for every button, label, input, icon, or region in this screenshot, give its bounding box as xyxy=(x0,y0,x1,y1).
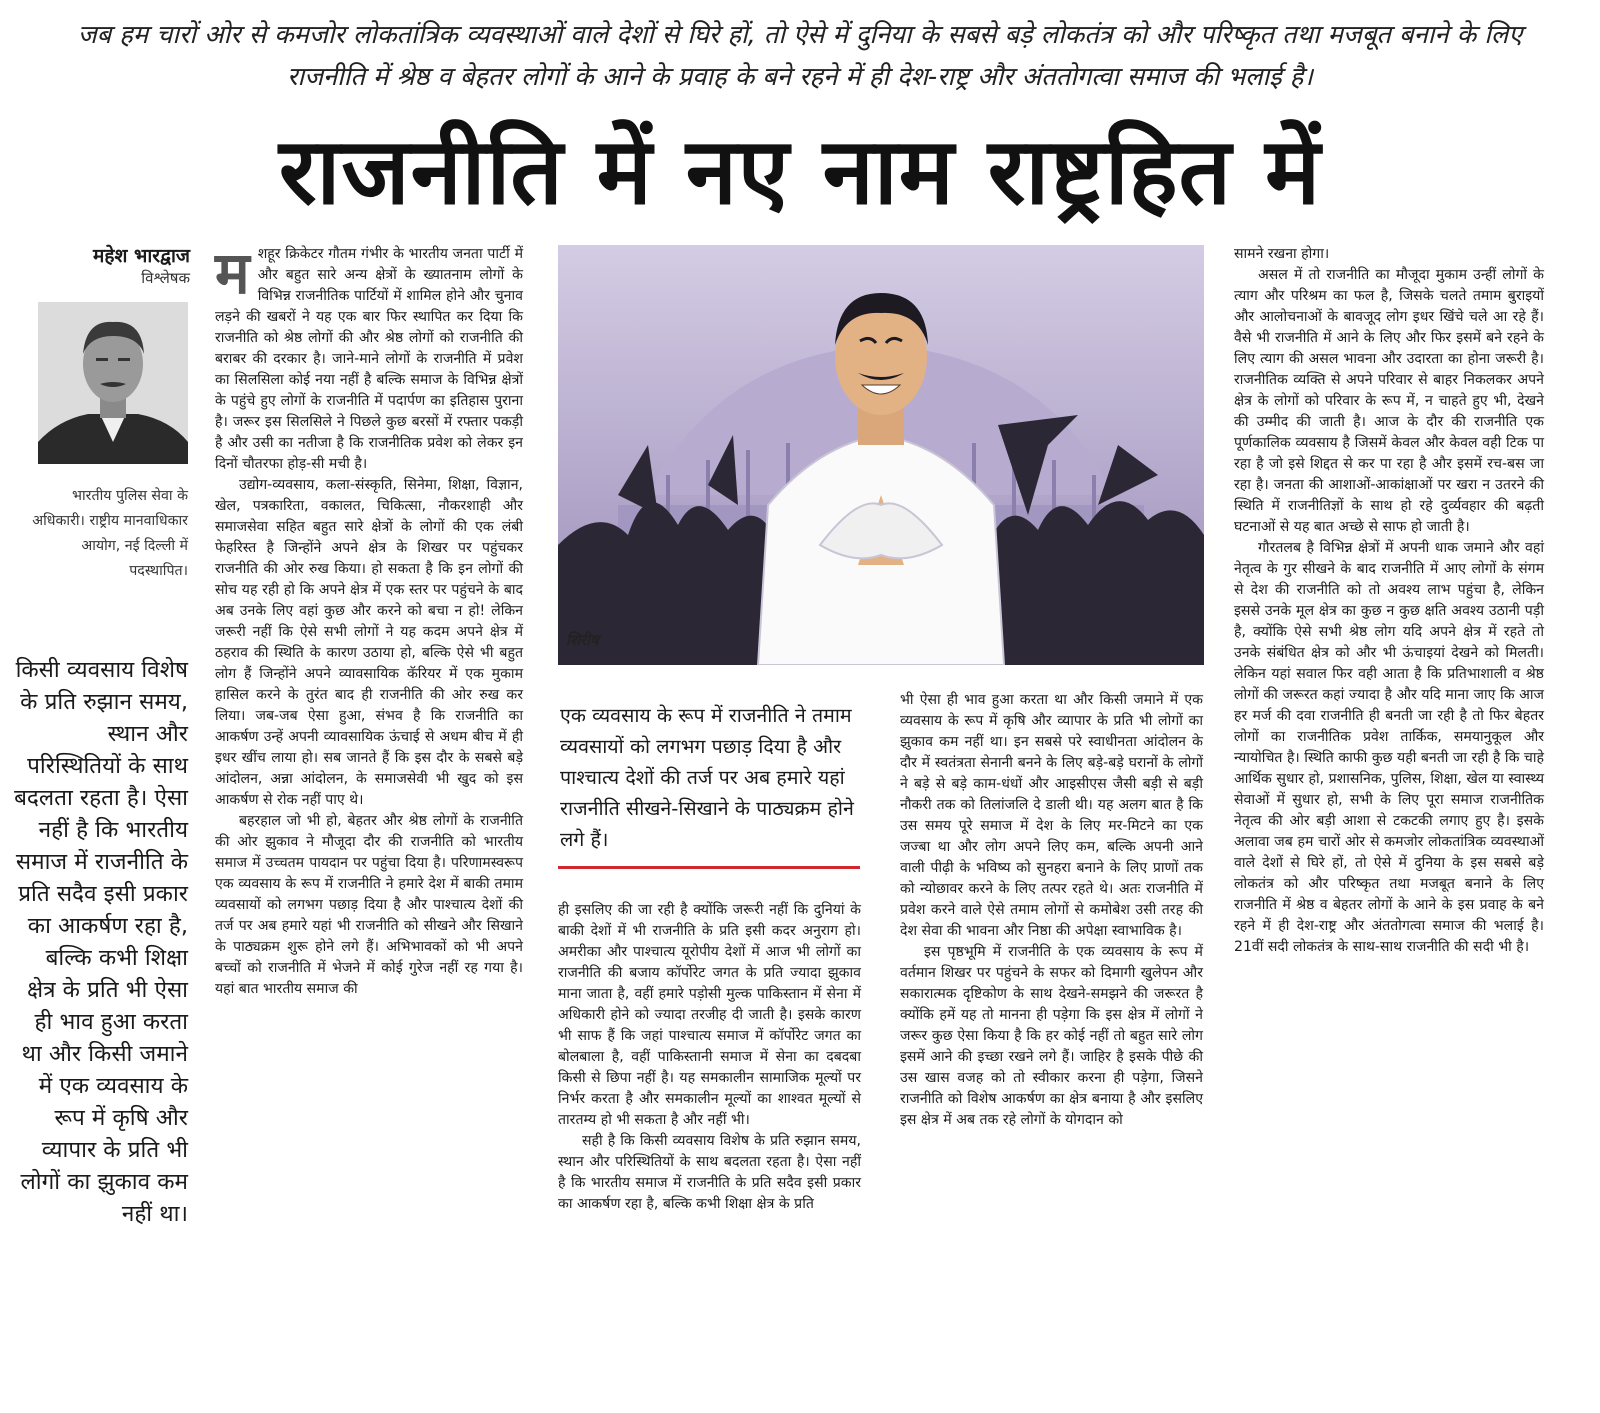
col4-paragraph-2: गौरतलब है विभिन्न क्षेत्रों में अपनी धाक जमाने और वहां नेतृत्व के गुर सीखने के बाद राजनीति में आए लोगों के संगम से देश की राजनीति को तो अवश्य लाभ पहुंचा है, लेकिन इससे उनके मूल क्षेत्र का कुछ न कुछ क्षति अवश्य उठानी पड़ी है, क्योंकि ऐसे सभी श्रेष्ठ लोग यदि अपने क्षेत्र में रहते तो उनके संबंधित क्षेत्र को और भी ऊंचाइयां देखने को मिलती। लेकिन यहां सवाल फिर वही आता है कि प्रतिभाशाली व श्रेष्ठ लोगों की जरूरत कहां ज्यादा है और यदि माना जाए कि आज हर मर्ज की दवा राजनीति ही बनती जा रही है तो फिर बेहतर लोगों का राजनीतिक प्रवेश तार्किक, समयानुकूल और न्यायोचित है। स्थिति काफी कुछ यही बनती जा रही है कि चाहे आर्थिक सुधार हो, प्रशासनिक, पुलिस, शिक्षा, खेल या स्वास्थ्य सेवाओं में सुधार हो, सभी के लिए पूरा समाज राजनीतिक नेतृत्व की ओर बड़ी आशा से टकटकी लगाए हुए है। इसके अलावा जब हम चारों ओर से कमजोर लोकतांत्रिक व्यवस्थाओं वाले देशों से घिरे हों, तो ऐसे में दुनिया के इस सबसे बड़े लोकतंत्र को और परिष्कृत तथा मजबूत बनाने के लिए राजनीति में श्रेष्ठ व बेहतर लोगों के आने के इस प्रवाह के बने रहने में ही देश-राष्ट्र और अंततोगत्वा समाज की भलाई है। 21वीं सदी लोकतंत्र के साथ-साथ राजनीति की सदी भी है। xyxy=(1234,540,1544,955)
article-column-3 xyxy=(900,690,1203,1131)
cartoon-illustration xyxy=(558,245,1204,665)
byline xyxy=(40,244,190,288)
col1-paragraph-3: बहरहाल जो भी हो, बेहतर और श्रेष्ठ लोगों के राजनीति की ओर झुकाव ने मौजूदा दौर की राजनीति को भारतीय समाज में उच्चतम पायदान पर पहुंचा दिया है। परिणामस्वरूप एक व्यवसाय के रूप में राजनीति ने हमारे देश में बाकी तमाम व्यवसायों को लगभग पछाड़ दिया है और पाश्चात्य देशों की तर्ज पर अब हमारे यहां भी राजनीति को सीखने और सिखाने के पाठ्यक्रम शुरू होने लगे हैं। अभिभावकों को भी अपने बच्चों को राजनीति में भेजने में कोई गुरेज नहीं रह गया है। यहां बात भारतीय समाज की xyxy=(215,813,523,997)
col3-paragraph-1: भी ऐसा ही भाव हुआ करता था और किसी जमाने में एक व्यवसाय के रूप में कृषि और व्यापार के प्रति भी लोगों का झुकाव कम नहीं था। इन सबसे परे स्वाधीनता आंदोलन के दौर में स्वतंत्रता सेनानी बनने के लिए बड़े-बड़े घरानों के लोगों ने बड़े से बड़े काम-धंधों और आइसीएस जैसी बड़ी से बड़ी नौकरी तक को तिलांजलि दे डाली थी। यह अलग बात है कि उस समय पूरे समाज में देश के लिए मर-मिटने का एक जज्बा था और लोग अपने लिए कम, बल्कि अपनी आने वाली पीढ़ी के भविष्य को सुनहरा बनाने के लिए प्राणों तक को न्योछावर करने के लिए तत्पर रहते थे। अतः राजनीति में प्रवेश करने वाले ऐसे तमाम लोगों से कमोबेश उसी तरह की देश सेवा की भावना और निष्ठा की अपेक्षा स्वाभाविक है। xyxy=(900,692,1203,939)
col3-paragraph-2: इस पृष्ठभूमि में राजनीति के एक व्यवसाय के रूप में वर्तमान शिखर पर पहुंचने के सफर को दिमागी खुलेपन और सकारात्मक दृष्टिकोण के साथ देखने-समझने की जरूरत है क्योंकि हमें यह तो मानना ही पड़ेगा कि इस क्षेत्र में लोगों ने जरूर कुछ ऐसा किया है कि हर कोई नहीं तो बहुत सारे लोग इसमें आने की इच्छा रखने लगे हैं। जाहिर है इसके पीछे की उस खास वजह को तो स्वीकार करना ही पड़ेगा, जिसने राजनीति को विशेष आकर्षण का क्षेत्र बनाया है और इसलिए इस क्षेत्र में अब तक रहे लोगों के योगदान को xyxy=(900,944,1203,1128)
col2-paragraph-2: सही है कि किसी व्यवसाय विशेष के प्रति रुझान समय, स्थान और परिस्थितियों के साथ बदलता रहता है। ऐसा नहीं है कि भारतीय समाज में राजनीति के प्रति सदैव इसी प्रकार का आकर्षण रहा है, बल्कि कभी शिक्षा क्षेत्र के प्रति xyxy=(558,1133,861,1212)
dropcap: म xyxy=(215,239,250,307)
author-name: महेश भारद्वाज xyxy=(93,245,190,267)
col1-paragraph-1: शहूर क्रिकेटर गौतम गंभीर के भारतीय जनता पार्टी में और बहुत सारे अन्य क्षेत्रों के ख्यातनाम लोगों के विभिन्न राजनीतिक पार्टियों में शामिल होने और चुनाव लड़ने की खबरों ने यह एक बार फिर स्थापित कर दिया कि राजनीति को श्रेष्ठ लोगों की और श्रेष्ठ लोगों को राजनीति की बराबर की दरकार है। जाने-माने लोगों के राजनीति में प्रवेश का सिलसिला कोई नया नहीं है बल्कि समाज के विभिन्न क्षेत्रों के पहुंचे हुए लोगों के राजनीति में पदार्पण का इतिहास पुराना है। जरूर इस सिलसिले ने पिछले कुछ बरसों में रफ्तार पकड़ी है और उसी का नतीजा है कि राजनीतिक प्रवेश को लेकर इन दिनों चौतरफा होड़-सी मची है। xyxy=(215,246,523,472)
article-column-4 xyxy=(1234,244,1544,958)
strapline: जब हम चारों ओर से कमजोर लोकतांत्रिक व्यवस्थाओं वाले देशों से घिरे हों, तो ऐसे में दुनिया के सबसे बड़े लोकतंत्र को और परिष्कृत तथा मजबूत बनाने के लिए राजनीति में श्रेष्ठ व बेहतर लोगों के आने के प्रवाह के बने रहने में ही देश-राष्ट्र और अंततोगत्वा समाज की भलाई है। xyxy=(77,20,1523,92)
author-photo xyxy=(38,302,188,464)
col1-paragraph-2: उद्योग-व्यवसाय, कला-संस्कृति, सिनेमा, शिक्षा, विज्ञान, खेल, पत्रकारिता, वकालत, चिकित्सा, नौकरशाही और समाजसेवा सहित बहुत सारे क्षेत्रों के लोगों की एक लंबी फेहरिस्त है जिन्होंने अपने क्षेत्र के शिखर पर पहुंचकर राजनीति की ओर रुख किया। हो सकता है कि इन लोगों की सोच यह रही हो कि अपने क्षेत्र में एक स्तर पर पहुंचने के बाद अब उनके लिए वहां कुछ और करने को बचा न हो! लेकिन जरूरी नहीं कि ऐसे सभी लोगों ने यह कदम अपने क्षेत्र में ठहराव की स्थिति के कारण उठाया हो, बल्कि ऐसे भी बहुत लोग हैं जिन्होंने अपने व्यावसायिक कॅरियर में एक मुकाम हासिल करने के तुरंत बाद ही राजनीति की ओर रुख कर लिया। जब-जब ऐसा हुआ, संभव है कि राजनीति का आकर्षण उन्हें अपनी व्यावसायिक ऊंचाई से अधम बीच में ही इधर खींच लाया हो। सब जानते हैं कि इस दौर के सबसे बड़े आंदोलन, अन्ना आंदोलन, के समाजसेवी भी खुद को इस आकर्षण से रोक नहीं पाए थे। xyxy=(215,477,523,808)
article-column-2 xyxy=(558,900,861,1215)
author-bio: भारतीय पुलिस सेवा के अधिकारी। राष्ट्रीय मानवाधिकार आयोग, नई दिल्ली में पदस्थापित। xyxy=(32,488,188,579)
col2-paragraph-1: ही इसलिए की जा रही है क्योंकि जरूरी नहीं कि दुनियां के बाकी देशों में भी राजनीति के प्रति इसी कदर अनुराग हो। अमरीका और पाश्चात्य यूरोपीय देशों में आज भी लोगों का राजनीति की बजाय कॉर्पोरेट जगत के प्रति ज्यादा झुकाव माना जाता है, वहीं हमारे पड़ोसी मुल्क पाकिस्तान में सेना में अधिकारी होने को ज्यादा तरजीह दी जाती है। इसके कारण भी साफ हैं कि जहां पाश्चात्य समाज में कॉर्पोरेट जगत का बोलबाला है, वहीं पाकिस्तानी समाज में सेना का दबदबा किसी से छिपा नहीं है। यह समकालीन सामाजिक मूल्यों पर निर्भर करता है और समकालीन मूल्यों का शाश्वत मूल्यों से तारतम्य हो भी सकता है और नहीं भी। xyxy=(558,902,861,1128)
article-column-1 xyxy=(215,239,523,1000)
pullquote-mid: एक व्यवसाय के रूप में राजनीति ने तमाम व्यवसायों को लगभग पछाड़ दिया है और पाश्चात्य देशों की तर्ज पर अब हमारे यहां राजनीति सीखने-सिखाने के पाठ्यक्रम होने लगे हैं। xyxy=(560,704,854,851)
headline: राजनीति में नए नाम राष्ट्रहित में xyxy=(278,118,1322,225)
pullquote-rule xyxy=(558,866,860,869)
pullquote-left: किसी व्यवसाय विशेष के प्रति रुझान समय, स्थान और परिस्थितियों के साथ बदलता रहता है। ऐसा नहीं है कि भारतीय समाज में राजनीति के प्रति सदैव इसी प्रकार का आकर्षण रहा है, बल्कि कभी शिक्षा क्षेत्र के प्रति भी ऐसा ही भाव हुआ करता था और किसी जमाने में एक व्यवसाय के रूप में कृषि और व्यापार के प्रति भी लोगों का झुकाव कम नहीं था। xyxy=(14,657,188,1227)
cartoonist-signature: शिरीष xyxy=(566,631,599,649)
col4-paragraph-1: असल में तो राजनीति का मौजूदा मुकाम उन्हीं लोगों के त्याग और परिश्रम का फल है, जिसके चलते तमाम बुराइयों और आलोचनाओं के बावजूद लोग इधर खिंचे चले आ रहे हैं। वैसे भी राजनीति में आने के लिए और फिर इसमें बने रहने के लिए त्याग की असल भावना और उदारता का होना जरूरी है। राजनीतिक व्यक्ति से अपने परिवार से बाहर निकलकर अपने क्षेत्र के लोगों को परिवार के रूप में, न चाहते हुए भी, देखने की उम्मीद की जाती है। आज के दौर की राजनीति एक पूर्णकालिक व्यवसाय है जिसमें केवल और केवल वही टिक पा रहा है जो इसे शिद्दत से कर पा रहा है और इसमें रच-बस जा रहा है। जनता की आशाओं-आकांक्षाओं पर खरा न उतरने की स्थिति में राजनीतिज्ञों के साथ हो रहे दुर्व्यवहार की बढ़ती घटनाओं से यह बात अच्छे से साफ हो जाती है। xyxy=(1234,267,1544,535)
col4-paragraph-0: सामने रखना होगा। xyxy=(1234,246,1330,262)
author-role: विश्लेषक xyxy=(141,269,190,287)
